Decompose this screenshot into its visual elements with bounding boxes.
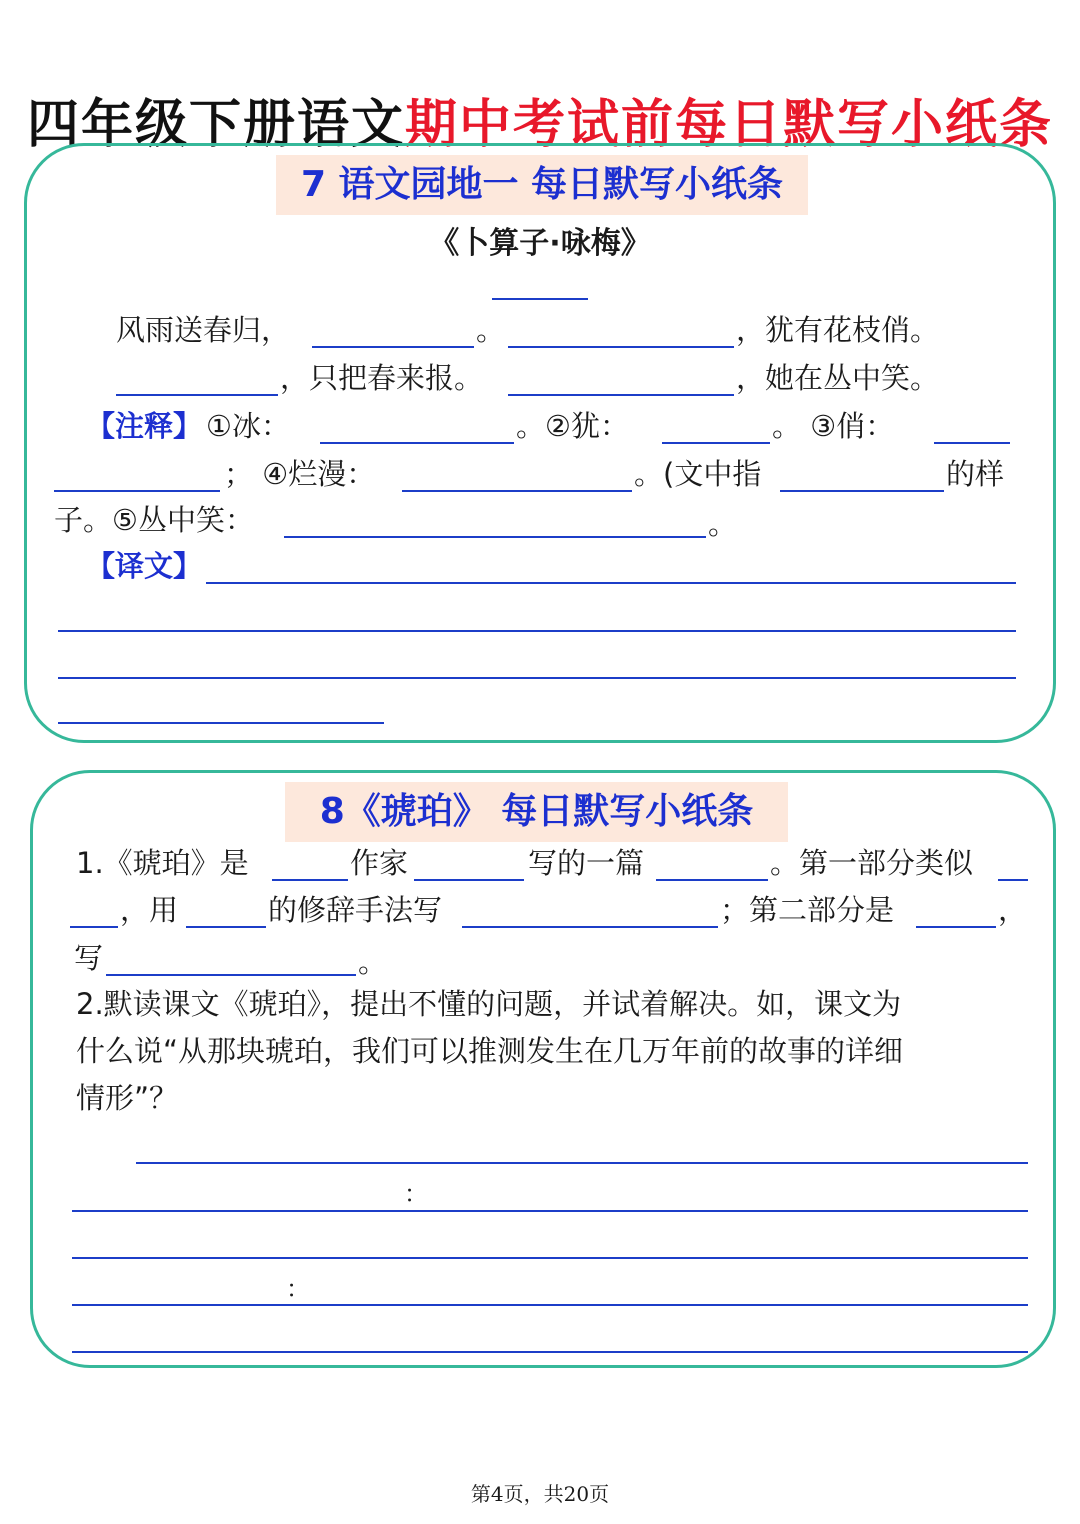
section8-heading: 8《琥珀》 每日默写小纸条 [285,782,788,842]
poem-title: 《卜算子·咏梅》 [429,226,651,261]
q1-f: 的修辞手法写 [268,893,443,927]
poem-line1-a: 风雨送春归， [116,313,291,347]
translation-line-3[interactable] [58,677,1016,679]
section7-heading: 7 语文园地一 每日默写小纸条 [276,155,808,215]
note-4c: 的样 [946,457,1005,491]
poem-blank-1[interactable] [312,346,474,348]
q1-blank-similar-a[interactable] [998,879,1028,881]
q1-b: 作家 [350,846,409,880]
q2-line-1: 2.默读课文《琥珀》，提出不懂的问题，并试着解决。如，课文为 [76,987,902,1021]
note-4b: 。(文中指 [634,457,762,491]
poem-blank-4[interactable] [508,394,734,396]
q1-blank-content2[interactable] [106,974,356,976]
q1-blank-genre[interactable] [656,879,768,881]
note-blank-3a[interactable] [934,442,1010,444]
translation-line-4[interactable] [58,722,384,724]
q1-a: 1.《琥珀》是 [76,846,249,880]
note-4: ； ④烂漫： [224,457,376,491]
title-black: 四年级下册语文 [26,95,405,155]
note-blank-2[interactable] [662,442,770,444]
poem-line2-a: ，只把春来报。 [280,361,484,395]
page-footer: 第4页，共20页 [470,1482,610,1506]
note-blank-3b[interactable] [54,490,220,492]
q1-c: 写的一篇 [528,846,645,880]
answer-line-3[interactable] [72,1257,1028,1259]
q1-blank-part2[interactable] [916,926,996,928]
q1-j: 。 [358,945,388,979]
q1-blank-content1[interactable] [462,926,718,928]
answer-line-1[interactable] [136,1162,1028,1164]
note-5-end: 。 [708,507,738,541]
answer-line-4[interactable] [72,1304,1028,1306]
note-blank-4[interactable] [402,490,632,492]
note-2: 。②犹： [516,409,629,443]
q1-h: ， [998,893,1028,927]
note-1: ①冰： [206,409,290,443]
q1-blank-similar-b[interactable] [70,926,118,928]
q1-blank-rhetoric[interactable] [186,926,266,928]
note-blank-4b[interactable] [780,490,944,492]
q1-g: ；第二部分是 [720,893,895,927]
poem-blank-3[interactable] [116,394,278,396]
poem-line1-c: ，犹有花枝俏。 [736,313,940,347]
answer-colon-2: ： [286,1275,310,1303]
note-blank-5[interactable] [284,536,706,538]
q2-line-3: 情形”？ [76,1081,179,1115]
note-3: 。 ③俏： [772,409,895,443]
q1-blank-country[interactable] [272,879,348,881]
q1-blank-author[interactable] [414,879,524,881]
poem-blank-2[interactable] [508,346,734,348]
note-blank-1[interactable] [320,442,514,444]
answer-line-5[interactable] [72,1351,1028,1353]
translation-line-1[interactable] [206,582,1016,584]
author-blank[interactable] [492,298,588,300]
translation-line-2[interactable] [58,630,1016,632]
title-red: 期中考试前每日默写小纸条 [405,95,1054,155]
q1-d: 。第一部分类似 [770,846,974,880]
q1-e: ，用 [120,893,179,927]
note-5: 子。⑤丛中笑： [54,503,254,537]
q1-i: 写 [74,941,104,975]
poem-line2-b: ，她在丛中笑。 [736,361,940,395]
answer-line-2[interactable] [72,1210,1028,1212]
poem-line1-b: 。 [476,313,506,347]
translation-label: 【译文】 [86,549,203,583]
notes-label: 【注释】 [86,409,203,443]
q2-line-2: 什么说“从那块琥珀，我们可以推测发生在几万年前的故事的详细 [76,1034,904,1068]
answer-colon-1: ： [404,1180,428,1208]
